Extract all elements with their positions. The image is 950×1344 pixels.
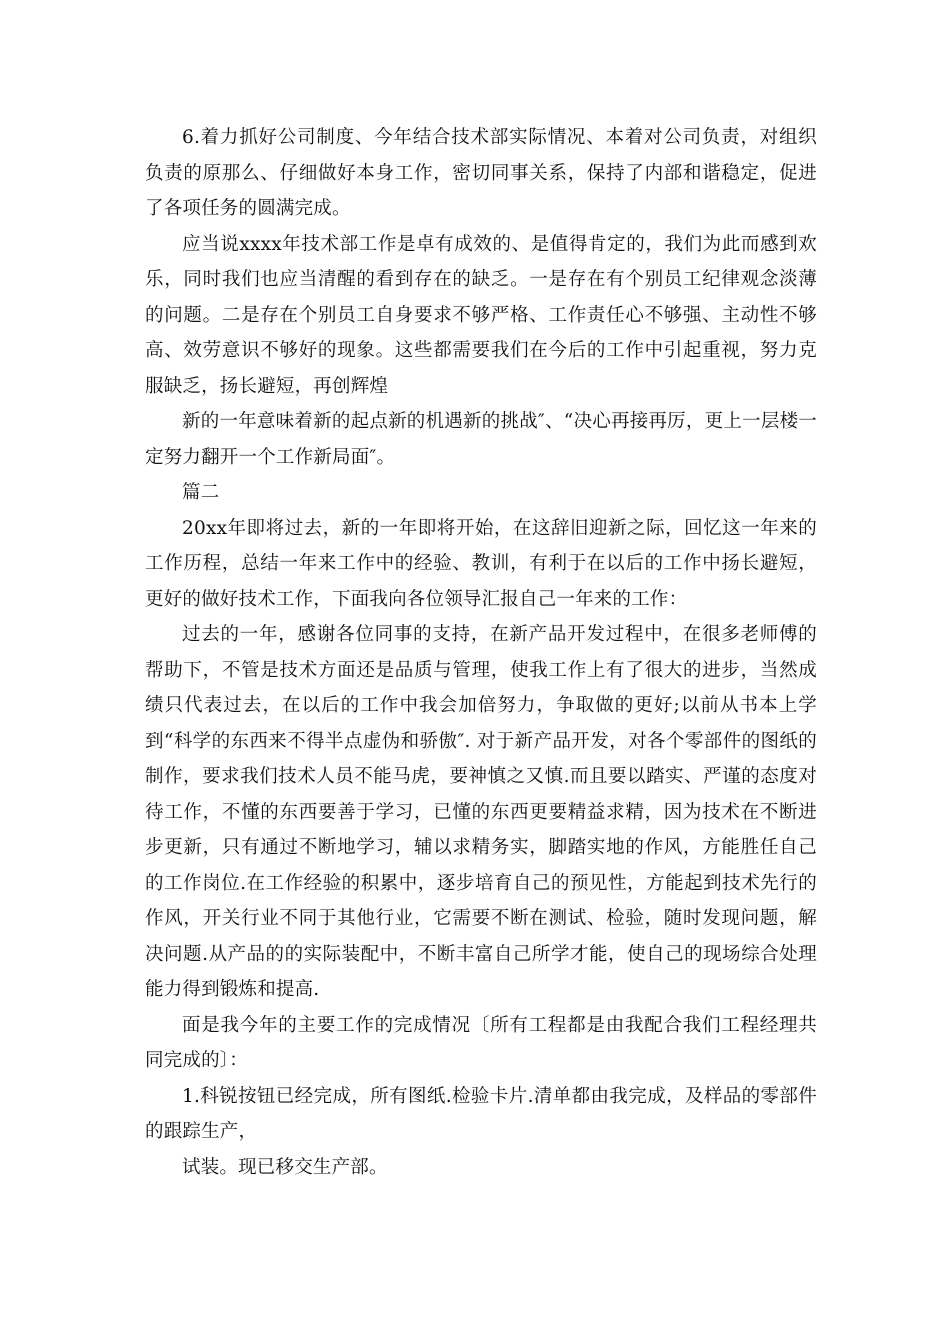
- paragraph-item-1: 1.科锐按钮已经完成，所有图纸.检验卡片.清单都由我完成，及样品的零部件的跟踪生产，: [145, 1085, 817, 1142]
- document-body: [145, 120, 817, 1185]
- paragraph-new-year: 新的一年意味着新的起点新的机遇新的挑战″、“决心再接再厉，更上一层楼一定努力翻开一个工作新局面″。: [145, 411, 817, 468]
- section-heading-part-two: 篇二: [182, 482, 220, 503]
- paragraph-item-6: 6.着力抓好公司制度、今年结合技术部实际情况、本着对公司负责，对组织负责的原那么、仔细做好本身工作，密切同事关系，保持了内部和谐稳定，促进了各项任务的圆满完成。: [145, 127, 817, 219]
- paragraph-intro-part-two: 20xx年即将过去，新的一年即将开始，在这辞旧迎新之际，回忆这一年来的工作历程，总结一年来工作中的经验、教训，有利于在以后的工作中扬长避短，更好的做好技术工作，下面我向各位领导汇报自己一年来的工作：: [145, 517, 817, 610]
- paragraph-past-year: 过去的一年，感谢各位同事的支持，在新产品开发过程中，在很多老师傅的帮助下，不管是技术方面还是品质与管理，使我工作上有了很大的进步，当然成绩只代表过去，在以后的工作中我会加倍努力，争取做的更好;以前从书本上学到“科学的东西来不得半点虚伪和骄傲″. 对于新产品开发，对各个零部件的图纸的制作，要求我们技术人员不能马虎，要神慎之又慎.而且要以踏实、严谨的态度对待工作，不懂的东西要善于学习，已懂的东西更要精益求精，因为技术在不断进步更新，只有通过不断地学习，辅以求精务实，脚踏实地的作风，方能胜任自己的工作岗位.在工作经验的积累中，逐步培育自己的预见性，方能起到技术先行的作风，开关行业不同于其他行业，它需要不断在测试、检验，随时发现问题，解决问题.从产品的的实际装配中，不断丰富自己所学才能，使自己的现场综合处理能力得到锻炼和提高.: [145, 624, 817, 1000]
- paragraph-trial-assembly: 试装。现已移交生产部。: [182, 1156, 388, 1178]
- paragraph-work-status: 面是我今年的主要工作的完成情况〔所有工程都是由我配合我们工程经理共同完成的〕：: [145, 1014, 817, 1071]
- paragraph-tech-dept-summary: 应当说xxxx年技术部工作是卓有成效的、是值得肯定的，我们为此而感到欢乐，同时我们也应当清醒的看到存在的缺乏。一是存在有个别员工纪律观念淡薄的问题。二是存在个别员工自身要求不够严格、工作责任心不够强、主动性不够高、效劳意识不够好的现象。这些都需要我们在今后的工作中引起重视，努力克服缺乏，扬长避短，再创辉煌: [145, 233, 817, 397]
